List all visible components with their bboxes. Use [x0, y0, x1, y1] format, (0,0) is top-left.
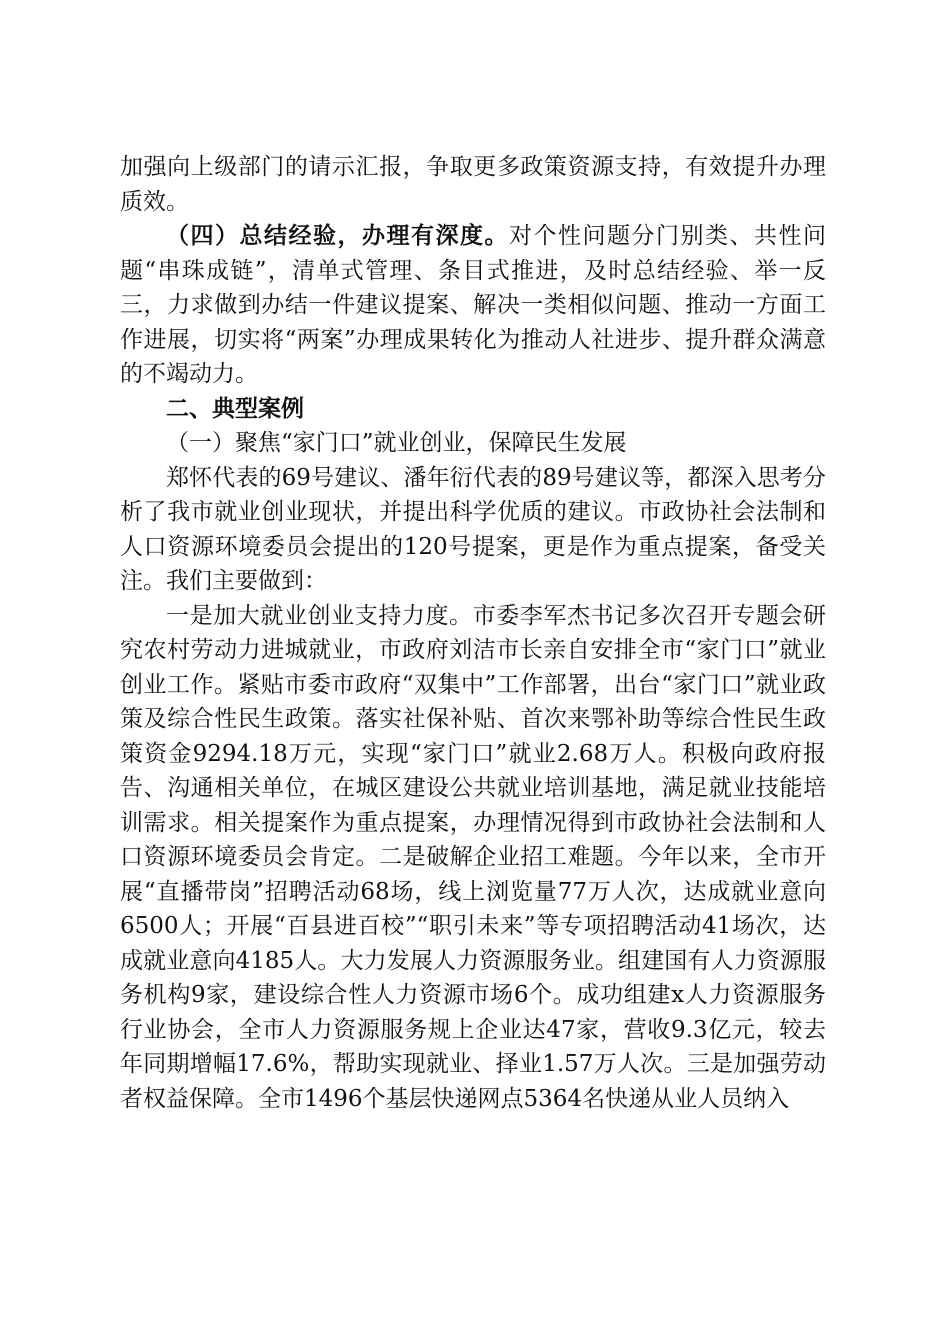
paragraph-lead-heading: （四）总结经验，办理有深度。	[166, 222, 509, 249]
paragraph-body: 对个性问题分门别类、共性问题“串珠成链”，清单式管理、条目式推进，及时总结经验、举一反三，力求做到办结一件建议提案、解决一类相似问题、推动一方面工作进展，切实将“两案”办理成果转化为推动人社进步、提升群众满意的不竭动力。	[120, 223, 826, 387]
paragraph-continuation: 加强向上级部门的请示汇报，争取更多政策资源支持，有效提升办理质效。	[120, 154, 826, 215]
document-page	[120, 150, 826, 1116]
section-heading: 二、典型案例	[166, 394, 304, 422]
paragraph-measures: 一是加大就业创业支持力度。市委李军杰书记多次召开专题会研究农村劳动力进城就业，市政府刘洁市长亲自安排全市“家门口”就业创业工作。紧贴市委市政府“双集中”工作部署，出台“家门口”就业政策及综合性民生政策。落实社保补贴、首次来鄂补助等综合性民生政策资金9294.18万元，实现“家门口”就业2.68万人。积极向政府报告、沟通相关单位，在城区建设公共就业培训基地，满足就业技能培训需求。相关提案作为重点提案，办理情况得到市政协社会法制和人口资源环境委员会肯定。二是破解企业招工难题。今年以来，全市开展“直播带岗”招聘活动68场，线上浏览量77万人次，达成就业意向6500人；开展“百县进百校”“职引未来”等专项招聘活动41场次，达成就业意向4185人。大力发展人力资源服务业。组建国有人力资源服务机构9家，建设综合性人力资源市场6个。成功组建x人力资源服务行业协会，全市人力资源服务规上企业达47家，营收9.3亿元，较去年同期增幅17.6%，帮助实现就业、择业1.57万人次。三是加强劳动者权益保障。全市1496个基层快递网点5364名快递从业人员纳入	[120, 602, 826, 1112]
subsection-heading: （一）聚焦“家门口”就业创业，保障民生发展	[166, 430, 627, 456]
paragraph-summary	[120, 219, 826, 392]
paragraph-intro: 郑怀代表的69号建议、潘年衍代表的89号建议等，都深入思考分析了我市就业创业现状，并提出科学优质的建议。市政协社会法制和人口资源环境委员会提出的120号提案，更是作为重点提案，备受关注。我们主要做到：	[120, 464, 826, 594]
